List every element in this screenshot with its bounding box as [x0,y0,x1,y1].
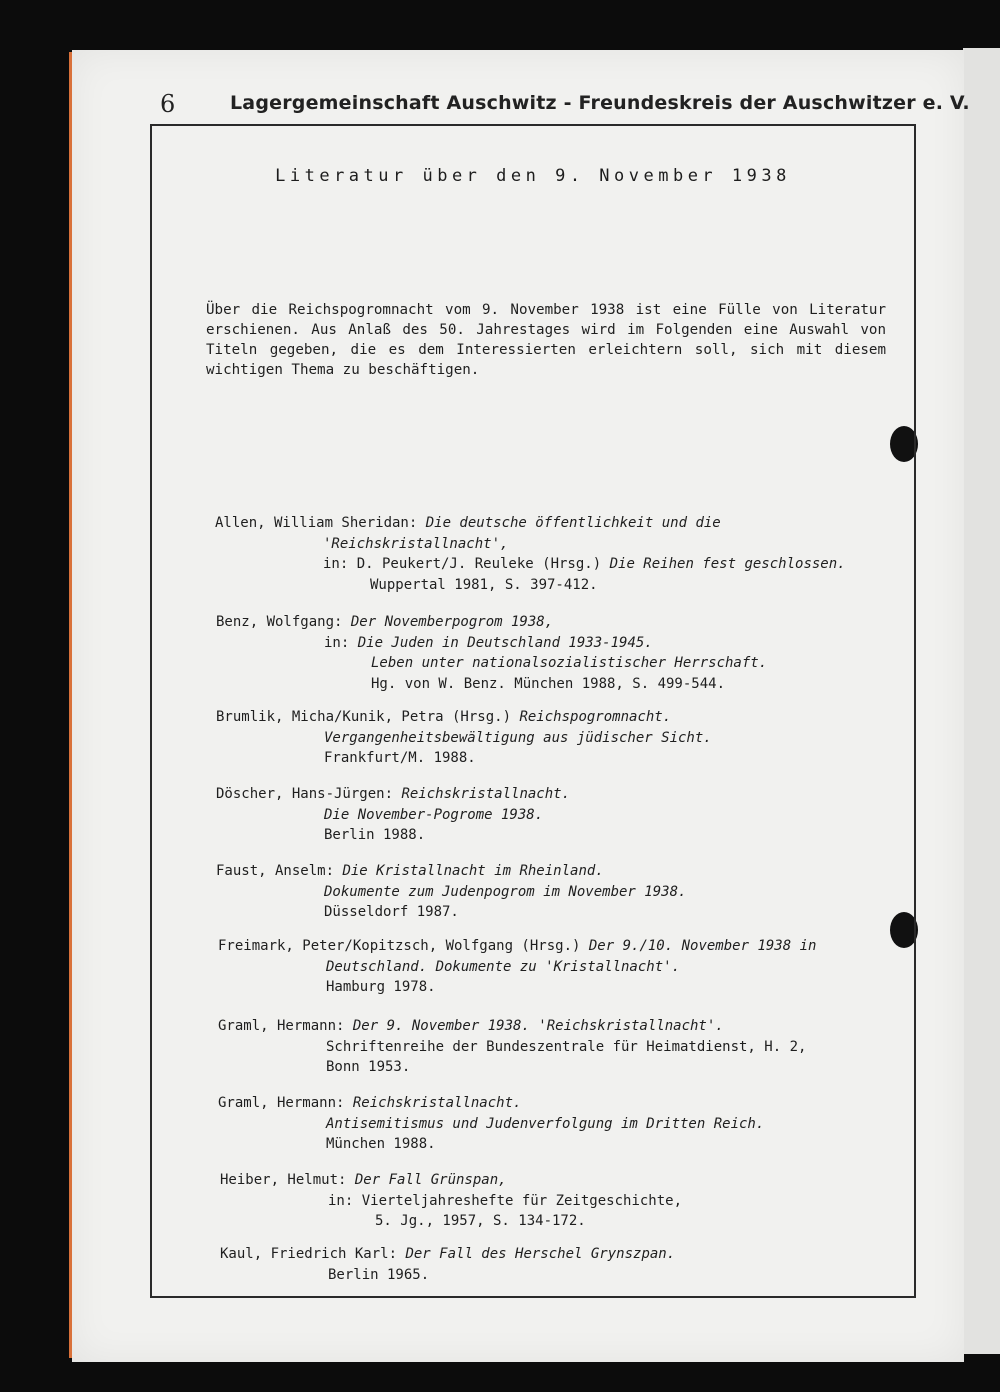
entry-title: Der Novemberpogrom 1938, [350,614,554,630]
entry-author: Faust, Anselm: [216,863,343,879]
entry-in-text: D. Peukert/J. Reuleke (Hrsg.) [356,556,610,572]
entry-in-prefix: in: [328,1192,362,1209]
entry-in-text: Vierteljahreshefte für Zeitgeschichte, [361,1192,683,1209]
bibliography-entry [216,784,570,846]
entry-publication: Frankfurt/M. 1988. [324,750,476,766]
entry-author: Graml, Hermann: [218,1018,353,1034]
entry-title: Reichskristallnacht. [401,786,571,802]
entry-author: Döscher, Hans-Jürgen: [216,786,402,802]
entry-publication: München 1988. [326,1136,436,1152]
entry-author: Brumlik, Micha/Kunik, Petra (Hrsg.) [216,709,520,725]
entry-in-title: Die Reihen fest geschlossen. [609,556,846,572]
header-title: Lagergemeinschaft Auschwitz - Freundeskreis der Auschwitzer e. V. [230,92,970,114]
entry-title: Der 9. November 1938. 'Reichskristallnacht'. [352,1018,724,1034]
adjacent-page-edge [963,48,1000,1354]
entry-title: Deutschland. Dokumente zu 'Kristallnacht'. [326,958,681,975]
entry-title: Die deutsche öffentlichkeit und die [425,515,721,531]
bibliography-entry [216,707,712,769]
entry-title: Reichspogromnacht. [519,709,672,725]
article-title: Literatur über den 9. November 1938 [275,166,791,186]
bibliography-entry [216,612,767,694]
entry-author: Freimark, Peter/Kopitzsch, Wolfgang (Hrsg.) [218,938,589,954]
entry-publication: Wuppertal 1981, S. 397-412. [370,576,598,593]
entry-author: Allen, William Sheridan: [215,515,426,531]
entry-series: Schriftenreihe der Bundeszentrale für Heimatdienst, H. 2, [326,1038,807,1055]
entry-in-title: Die Juden in Deutschland 1933-1945. [357,634,653,651]
entry-author: Heiber, Helmut: [220,1172,355,1188]
entry-publication: Berlin 1988. [324,827,426,843]
bibliography-entry [220,1244,675,1285]
entry-title: Die Kristallnacht im Rheinland. [342,863,604,879]
entry-in-prefix: in: [324,634,358,651]
bibliography-entry [218,936,816,998]
page-number: 6 [160,90,176,118]
entry-publication: Düsseldorf 1987. [324,904,459,920]
entry-title: Die November-Pogrome 1938. [324,806,544,823]
entry-subtitle: Leben unter nationalsozialistischer Herrschaft. [371,655,768,671]
entry-title: Vergangenheitsbewältigung aus jüdischer Sicht. [324,729,712,746]
entry-title: 'Reichskristallnacht', [323,535,509,552]
entry-title: Der 9./10. November 1938 in [588,938,817,954]
entry-publication: Hamburg 1978. [326,979,436,995]
entry-title: Antisemitismus und Judenverfolgung im Dritten Reich. [326,1115,765,1132]
entry-title: Reichskristallnacht. [352,1095,522,1111]
article-intro: Über die Reichspogromnacht vom 9. November 1938 ist eine Fülle von Literatur erschienen. Aus Anlaß des 50. Jahrestages wird im Folgenden eine Auswahl von Titeln gegeben, die es dem Interessierten erleichtern soll, sich mit diesem wichtigen Thema zu beschäftigen. [206,302,886,378]
bibliography-entry [220,1170,682,1232]
bibliography-entry [216,861,686,923]
entry-author: Benz, Wolfgang: [216,614,351,630]
entry-title: Der Fall Grünspan, [354,1172,507,1188]
page-header [160,90,970,120]
entry-publication: Hg. von W. Benz. München 1988, S. 499-544. [371,675,726,692]
entry-title: Der Fall des Herschel Grynszpan. [405,1246,676,1262]
bibliography-entry [218,1016,806,1078]
entry-author: Kaul, Friedrich Karl: [220,1246,406,1262]
entry-publication: Berlin 1965. [328,1266,430,1283]
entry-title: Dokumente zum Judenpogrom im November 1938. [324,883,687,900]
bibliography-entry [215,513,846,595]
entry-publication: Bonn 1953. [326,1059,411,1075]
entry-author: Graml, Hermann: [218,1095,353,1111]
bibliography-entry [218,1093,764,1155]
entry-in-prefix: in: [323,556,357,572]
entry-publication: 5. Jg., 1957, S. 134-172. [375,1213,586,1229]
